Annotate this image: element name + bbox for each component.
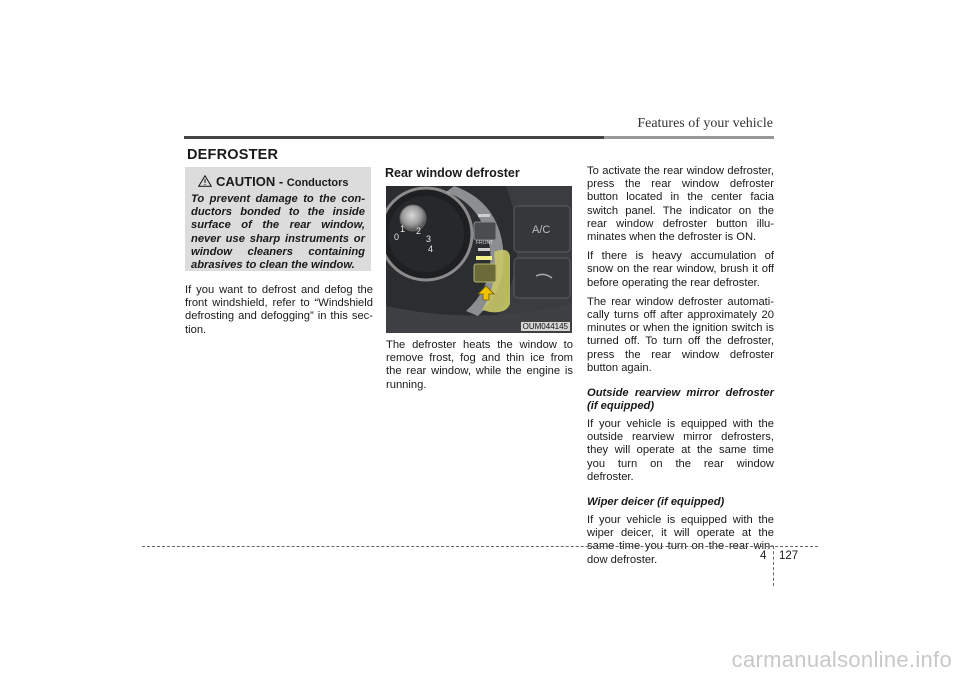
climate-panel-illustration: [386, 186, 572, 333]
front-defrost-label: FRONT: [476, 240, 494, 246]
ac-label: A/C: [532, 224, 551, 236]
rear-defroster-title: Rear window defroster: [385, 166, 520, 180]
knob-label-2: 2: [416, 226, 422, 236]
mirror-defroster-title: Outside rearview mirror defroster (if equipped): [587, 387, 774, 413]
knob-label-3: 3: [426, 234, 432, 244]
knob-label-1: 1: [400, 224, 406, 234]
section-title: DEFROSTER: [187, 147, 279, 163]
knob-label-4: 4: [428, 244, 434, 254]
activate-paragraph: To activate the rear window defroster, press the rear window defroster button located in the center facia switch panel. The indicator on the rear window defroster button illu-minates when the defroster is ON.: [587, 165, 774, 244]
defroster-instructions: [587, 165, 774, 573]
footer-divider: [773, 546, 774, 586]
mirror-defroster-paragraph: If your vehicle is equipped with the outside rearview mirror defrosters, they will operate at the same time you turn on the rear window defroster.: [587, 418, 774, 483]
footer-rule: [142, 546, 818, 547]
running-header: Features of your vehicle: [637, 116, 773, 131]
warning-triangle-icon: [198, 175, 212, 187]
image-code: OUM044145: [522, 322, 568, 331]
wiper-deicer-paragraph: If your vehicle is equipped with the wiper deicer, it will operate at the same time you turn on the rear win-dow defroster.: [587, 514, 774, 566]
header-rule: [184, 136, 774, 139]
watermark: carmanualsonline.info: [731, 647, 952, 672]
caution-text: To prevent damage to the con-ductors bonded to the inside surface of the rear window, never use sharp instruments or window cleaners containing abrasives to clean the window.: [191, 193, 365, 272]
windshield-reference-paragraph: If you want to defrost and defog the front windshield, refer to “Windshield defrosting and defogging” in this sec-tion.: [185, 284, 373, 336]
auto-off-paragraph: The rear window defroster automati-cally turns off after approximately 20 minutes or when the ignition switch is turned off. To turn off the defroster, press the rear window defroster button again.: [587, 295, 774, 374]
page-number: 127: [779, 550, 799, 562]
rear-defroster-paragraph: The defroster heats the window to remove frost, fog and thin ice from the rear window, while the engine is running.: [386, 339, 573, 391]
chapter-number: 4: [760, 550, 767, 562]
knob-label-0: 0: [394, 232, 400, 242]
caution-box: [185, 167, 371, 271]
climate-control-photo: [386, 186, 572, 333]
snow-paragraph: If there is heavy accumulation of snow on the rear window, brush it off before operating the rear defroster.: [587, 250, 774, 289]
caution-heading: [198, 174, 349, 189]
caution-topic: Conductors: [286, 177, 349, 189]
caution-label: CAUTION -: [216, 174, 284, 189]
wiper-deicer-title: Wiper deicer (if equipped): [587, 496, 725, 509]
